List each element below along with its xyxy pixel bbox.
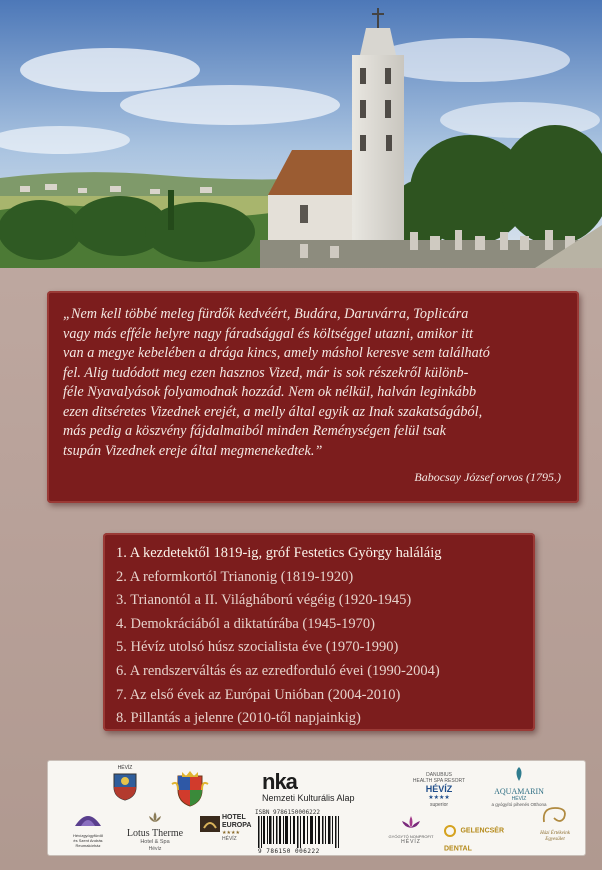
aquamarin-name: AQUAMARIN	[494, 787, 544, 796]
nka-name: Nemzeti Kulturális Alap	[262, 793, 355, 803]
heviz-crest-icon	[110, 771, 140, 801]
hospital-emblem-icon	[73, 810, 103, 828]
barcode-digits: 9 786150 006222	[258, 848, 320, 855]
europa-name: HOTEL EUROPA	[222, 814, 252, 829]
county-crest-logo	[170, 770, 210, 813]
hazi-ertekeink-logo	[530, 804, 580, 843]
isbn-text: ISBN 9786150006222	[255, 809, 321, 816]
gyogyto-label: GYÓGYTÓ NONPROFIT	[388, 834, 434, 839]
quote-attribution: Babocsay József orvos (1795.)	[414, 470, 561, 484]
europa-stars: ★★★★	[222, 830, 240, 836]
chapter-item: 6. A rendszerváltás és az ezredforduló évei (1990-2004)	[116, 662, 440, 679]
chapter-item: 7. Az első évek az Európai Unióban (2004-2010)	[116, 686, 401, 703]
lotus-name: Lotus Therme	[126, 828, 184, 839]
quote-line: tsupán Vizednek ereje által megmenekedtek.”	[63, 442, 323, 459]
quote-line: van a megye kebelében a drága kincs, amely máshol keresve sem található	[63, 345, 490, 361]
quote-line: más pedig a köszvény fájdalmaiból minden Reménységen felül tsak	[63, 423, 446, 439]
quote-line: vagy más efféle helyre nagy fáradsággal és költséggel utazni, amikor itt	[63, 325, 474, 342]
hospital-logo	[62, 810, 114, 848]
chapter-item: 4. Demokráciából a diktatúrába (1945-1970)	[116, 615, 375, 632]
gyogyto-logo	[380, 815, 442, 845]
chapter-item: 3. Trianontól a II. Világháború végéig (1920-1945)	[116, 592, 412, 609]
barcode-icon	[258, 816, 340, 848]
nka-logo	[262, 771, 382, 804]
heviz-label: HÉVÍZ	[117, 765, 133, 771]
county-crest-icon	[170, 770, 210, 808]
chapter-item: 8. Pillantás a jelenre (2010-től napjainkig)	[116, 710, 361, 727]
church-photo	[0, 0, 602, 268]
chapter-item: 5. Hévíz utolsó húsz szocialista éve (1970-1990)	[116, 639, 399, 656]
gyogyto-place: HÉVÍZ	[401, 839, 421, 845]
gelencser-name: GELENCSÉR DENTAL	[444, 827, 505, 853]
danubius-class: superior	[429, 802, 449, 808]
danubius-stars: ★★★★	[428, 795, 450, 801]
lotus-flower-icon	[399, 815, 423, 829]
aquamarin-emblem-icon	[510, 766, 528, 782]
aquamarin-logo	[482, 766, 556, 808]
danubius-sub: HEALTH SPA RESORT	[412, 778, 466, 784]
quote-box	[47, 291, 579, 503]
quote-line: ezen ditséretes Vizednek erejét, a melly által egyik az Inak szakatságából,	[63, 403, 483, 420]
lotus-place: Hévíz	[148, 846, 162, 852]
lotus-sub: Hotel & Spa	[140, 839, 170, 845]
quote-line: féle Nyavalyások folyamodnak hozzád. Nem ok nélkül, halván leginkább	[63, 384, 477, 400]
gelencser-dental-logo	[444, 822, 526, 858]
europa-place: HÉVÍZ	[222, 836, 237, 842]
hospital-line1: Hévízgyógyfürdő	[72, 833, 103, 838]
quote-line: fel. Alig tudódott meg ezen hasznos Vized, már is sok részekről különb-	[63, 364, 469, 381]
chapter-item: 2. A reformkortól Trianonig (1819-1920)	[116, 568, 354, 585]
hotel-europa-emblem-icon	[200, 816, 220, 832]
quote-line: „Nem kell többé meleg fürdők kedvéért, Budára, Daruvárra, Toplicára	[63, 306, 469, 322]
nka-mark: nka	[262, 769, 297, 794]
danubius-name: HÉVÍZ	[425, 784, 453, 794]
chapter-item: 1. A kezdetektől 1819-ig, gróf Festetics György haláláig	[116, 545, 442, 561]
heviz-logo	[106, 765, 144, 806]
quote-text	[63, 305, 565, 461]
aquamarin-sub: HÉVÍZ	[511, 796, 527, 802]
hazi-swirl-icon	[540, 804, 570, 826]
church-landscape-image	[0, 0, 602, 268]
lotus-icon	[147, 811, 163, 823]
hazi-name: Házi Értékeink Egyesület	[540, 831, 570, 842]
danubius-logo	[402, 772, 476, 808]
hospital-line2: és Szent András Reumakórház	[73, 838, 103, 848]
danubius-top: DANUBIUS	[426, 772, 452, 778]
dental-ring-icon	[444, 825, 456, 837]
lotus-therme-logo	[120, 810, 190, 852]
aquamarin-tag: a gyógyító pihenés Otthona	[491, 802, 547, 807]
chapter-list	[103, 533, 535, 731]
